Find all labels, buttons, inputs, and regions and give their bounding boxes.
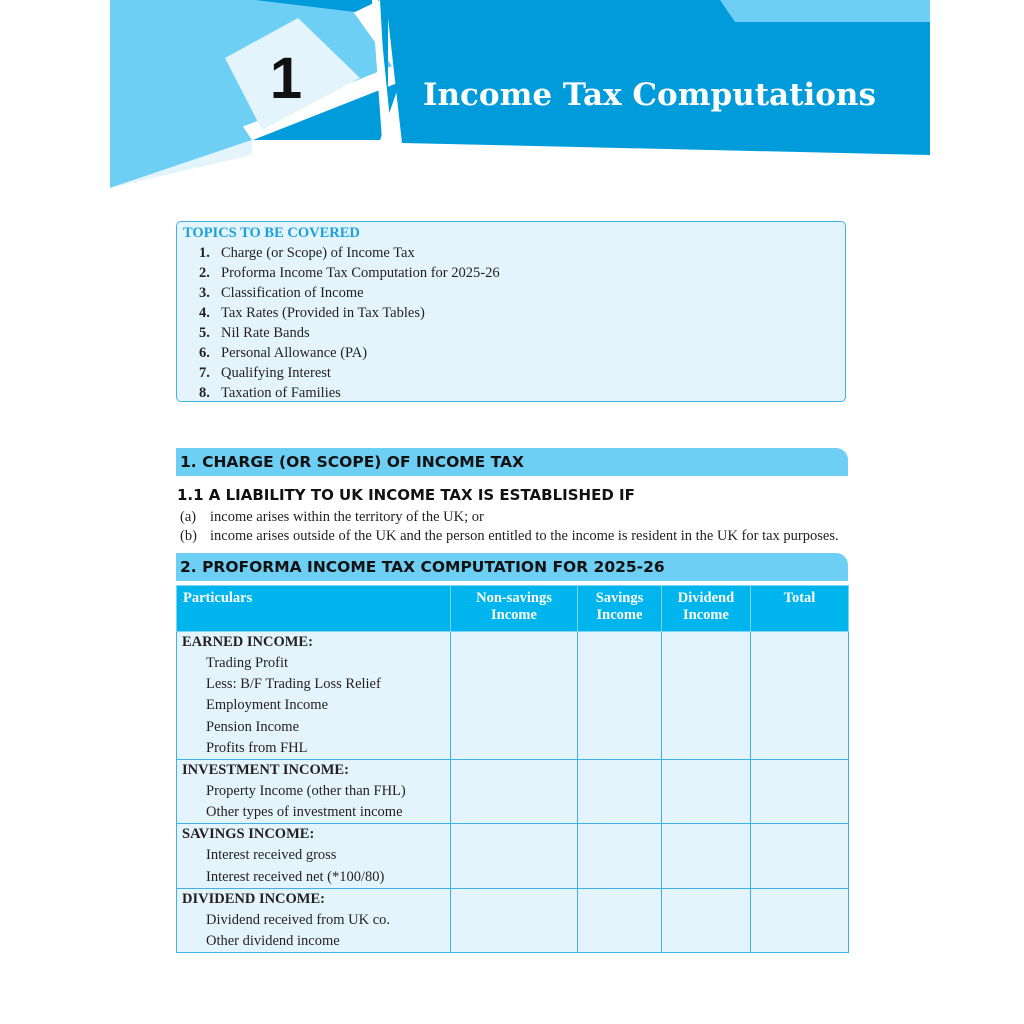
cell-empty xyxy=(578,888,662,952)
section-heading-charge: 1. CHARGE (OR SCOPE) OF INCOME TAX xyxy=(176,448,848,476)
col-header-savings: Savings Income xyxy=(578,586,662,632)
list-item: 7. Qualifying Interest xyxy=(199,365,331,381)
col-header-non-savings: Non-savings Income xyxy=(451,586,578,632)
list-item: 5. Nil Rate Bands xyxy=(199,325,310,341)
group-heading: SAVINGS INCOME: xyxy=(182,826,315,843)
group-dividend-income xyxy=(177,888,451,952)
clause-label: (a) xyxy=(180,509,197,525)
chapter-title: Income Tax Computations xyxy=(423,77,876,113)
group-investment-income xyxy=(177,760,451,824)
cell-empty xyxy=(751,760,849,824)
cell-empty xyxy=(751,824,849,888)
line-item: Other types of investment income xyxy=(206,804,403,821)
cell-empty xyxy=(578,632,662,760)
proforma-table xyxy=(176,585,849,953)
col-header-total: Total xyxy=(751,586,849,632)
topics-box xyxy=(176,221,846,402)
cell-empty xyxy=(662,888,751,952)
group-earned-income xyxy=(177,632,451,760)
group-heading: DIVIDEND INCOME: xyxy=(182,890,325,907)
line-item: Profits from FHL xyxy=(206,739,308,756)
topics-list xyxy=(183,243,839,403)
line-item: Property Income (other than FHL) xyxy=(206,783,406,800)
table-row xyxy=(177,824,849,888)
section-heading-proforma: 2. PROFORMA INCOME TAX COMPUTATION FOR 2025-26 xyxy=(176,553,848,581)
chapter-number: 1 xyxy=(269,46,303,111)
clause-a xyxy=(180,508,484,527)
line-item: Interest received net (*100/80) xyxy=(206,868,385,885)
cell-empty xyxy=(662,760,751,824)
cell-empty xyxy=(451,888,578,952)
table-row xyxy=(177,888,849,952)
line-item: Other dividend income xyxy=(206,933,340,950)
cell-empty xyxy=(451,760,578,824)
clause-text: income arises outside of the UK and the person entitled to the income is resident in the UK for tax purposes. xyxy=(210,528,839,544)
line-item: Pension Income xyxy=(206,718,300,735)
line-item: Trading Profit xyxy=(206,655,289,671)
cell-empty xyxy=(578,824,662,888)
group-savings-income xyxy=(177,824,451,888)
list-item: 2. Proforma Income Tax Computation for 2025-26 xyxy=(199,265,500,281)
group-heading: INVESTMENT INCOME: xyxy=(182,762,349,779)
table-row xyxy=(177,632,849,760)
cell-empty xyxy=(751,888,849,952)
list-item: 4. Tax Rates (Provided in Tax Tables) xyxy=(199,305,425,321)
table-header-row xyxy=(177,586,849,632)
cell-empty xyxy=(751,632,849,760)
list-item: 3. Classification of Income xyxy=(199,285,364,301)
line-item: Less: B/F Trading Loss Relief xyxy=(206,676,381,693)
subsection-heading: 1.1 A LIABILITY TO UK INCOME TAX IS ESTABLISHED IF xyxy=(177,486,635,504)
cell-empty xyxy=(662,632,751,760)
clause-text: income arises within the territory of the UK; or xyxy=(210,509,484,525)
cell-empty xyxy=(578,760,662,824)
table-row xyxy=(177,760,849,824)
clause-b xyxy=(180,527,839,546)
cell-empty xyxy=(662,824,751,888)
line-item: Dividend received from UK co. xyxy=(206,911,391,928)
cell-empty xyxy=(451,824,578,888)
line-item: Employment Income xyxy=(206,697,329,714)
topics-title: TOPICS TO BE COVERED xyxy=(183,225,360,241)
cell-empty xyxy=(451,632,578,760)
line-item: Interest received gross xyxy=(206,847,337,864)
clause-label: (b) xyxy=(180,528,197,544)
group-heading: EARNED INCOME: xyxy=(182,634,313,650)
col-header-dividend: Dividend Income xyxy=(662,586,751,632)
list-item: 1. Charge (or Scope) of Income Tax xyxy=(199,245,415,261)
list-item: 8. Taxation of Families xyxy=(199,385,341,401)
col-header-particulars: Particulars xyxy=(177,586,451,632)
list-item: 6. Personal Allowance (PA) xyxy=(199,345,368,361)
